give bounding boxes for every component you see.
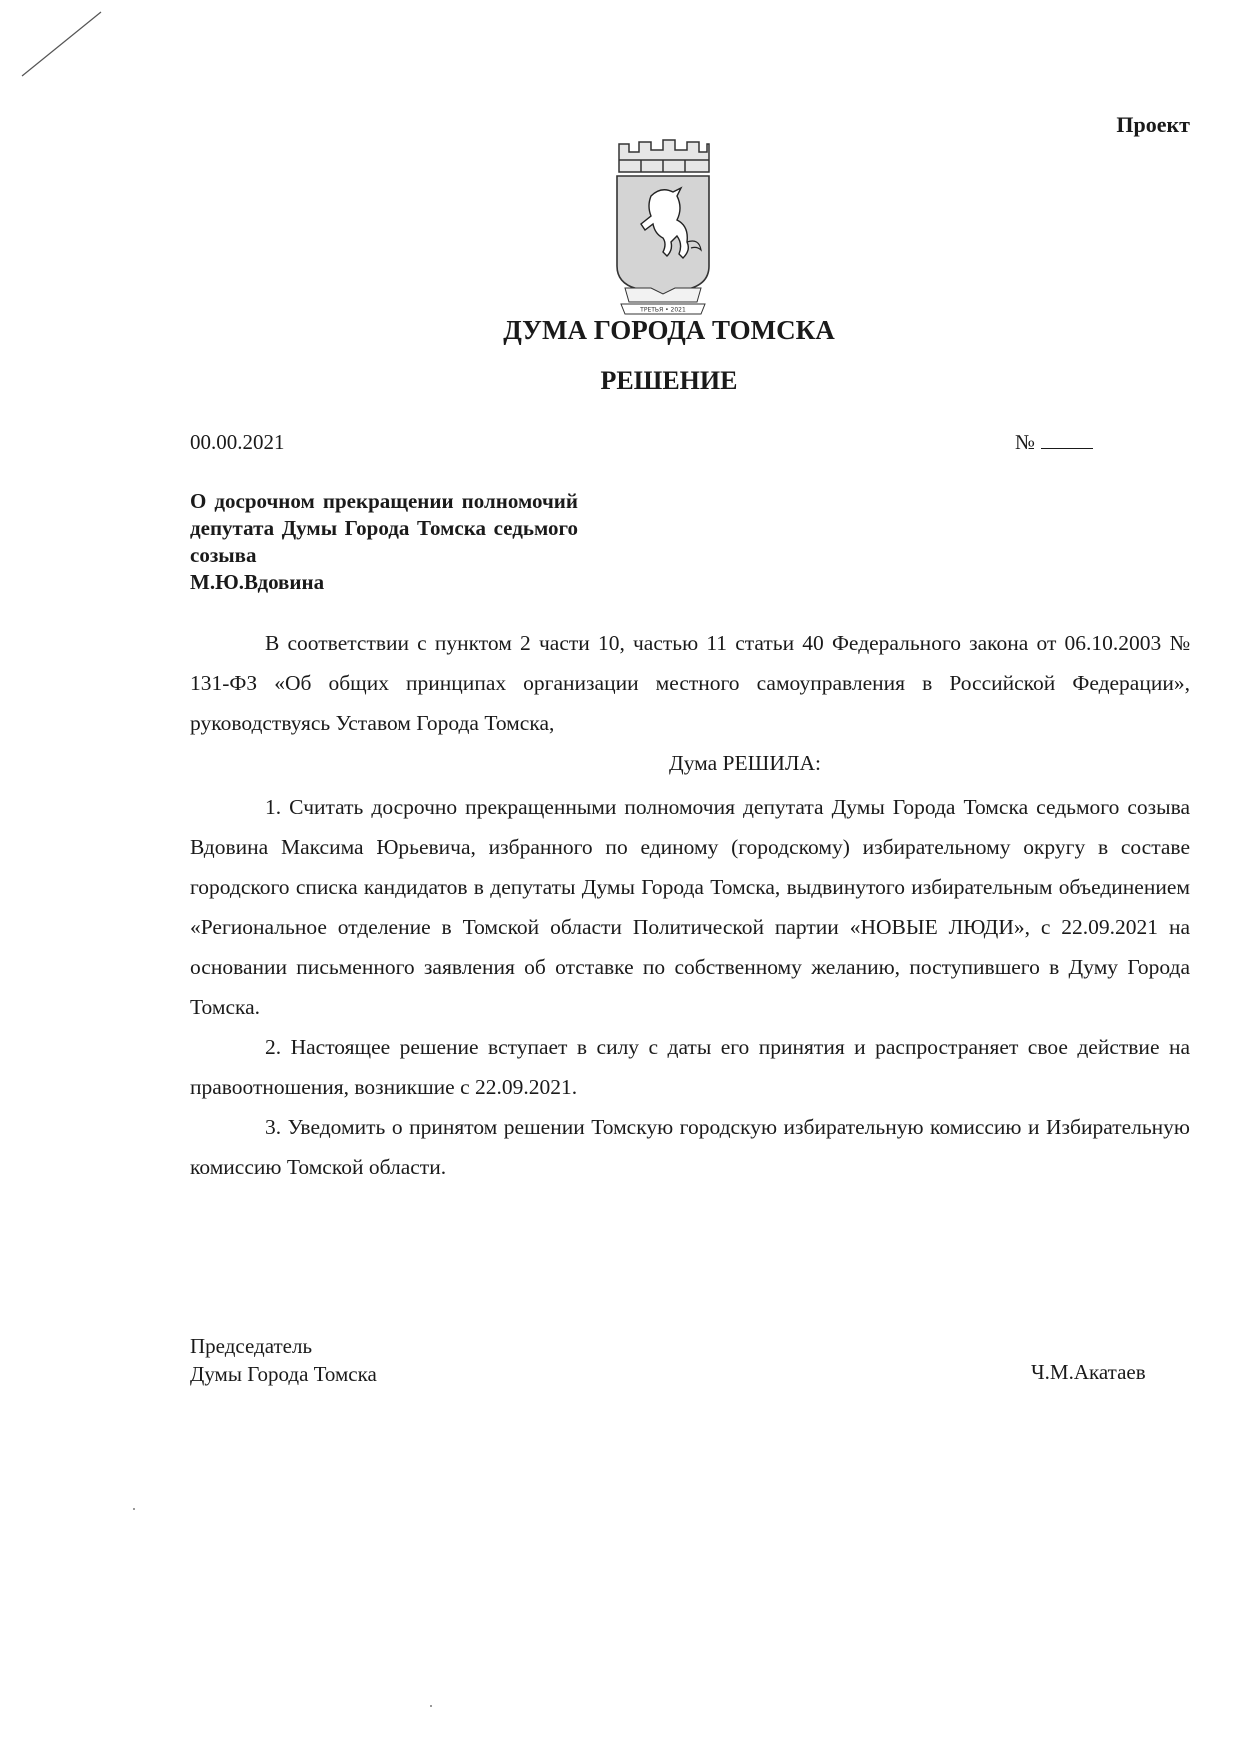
emblem-ribbon-text: ТРЕТЬЯ • 2021 xyxy=(640,306,686,314)
signer-role-line-2: Думы Города Томска xyxy=(190,1362,377,1386)
signer-name: Ч.М.Акатаев xyxy=(1031,1360,1146,1384)
document-date: 00.00.2021 xyxy=(190,430,285,454)
signer-role xyxy=(190,1332,377,1388)
subject-line-2: полномочий депутата Думы xyxy=(190,489,578,540)
draft-stamp: Проект xyxy=(1116,112,1190,137)
scan-speck xyxy=(430,1705,432,1707)
subject-line-3: Города Томска седьмого созыва xyxy=(190,516,578,567)
document-subject xyxy=(190,488,578,596)
number-label: № xyxy=(1015,430,1036,454)
tomsk-coat-of-arms-icon xyxy=(611,138,715,316)
document-body xyxy=(190,623,1190,1187)
organization-title: ДУМА ГОРОДА ТОМСКА xyxy=(503,315,835,345)
number-blank xyxy=(1041,430,1093,449)
scan-speck xyxy=(133,1508,135,1510)
scan-artifact-line xyxy=(0,0,110,80)
signer-role-line-1: Председатель xyxy=(190,1334,313,1358)
document-number xyxy=(1015,430,1093,455)
decision-item-1: 1. Считать досрочно прекращенными полномочия депутата Думы Города Томска седьмого созыва Вдовина Максима Юрьевича, избранного по единому (городскому) избирательному округу в составе городского списка кандидатов в депутаты Думы Города Томска, выдвинутого избирательным объединением «Региональное отделение в Томской области Политической партии «НОВЫЕ ЛЮДИ», с 22.09.2021 на основании письменного заявления об отставке по собственному желанию, поступившего в Думу Города Томска. xyxy=(190,795,1190,1019)
decision-item-2: 2. Настоящее решение вступает в силу с даты его принятия и распространяет свое действие на правоотношения, возникшие с 22.09.2021. xyxy=(190,1035,1190,1099)
preamble: В соответствии с пунктом 2 части 10, частью 11 статьи 40 Федерального закона от 06.10.2003 № 131-ФЗ «Об общих принципах организации местного самоуправления в Российской Федерации», руководствуясь Уставом Города Томска, xyxy=(190,631,1190,735)
document-type: РЕШЕНИЕ xyxy=(600,366,738,395)
decision-item-3: 3. Уведомить о принятом решении Томскую городскую избирательную комиссию и Избирательную комиссию Томской области. xyxy=(190,1115,1190,1179)
subject-line-4: М.Ю.Вдовина xyxy=(190,570,325,594)
subject-line-1: О досрочном прекращении xyxy=(190,489,454,513)
decision-heading: Дума РЕШИЛА: xyxy=(669,751,821,775)
